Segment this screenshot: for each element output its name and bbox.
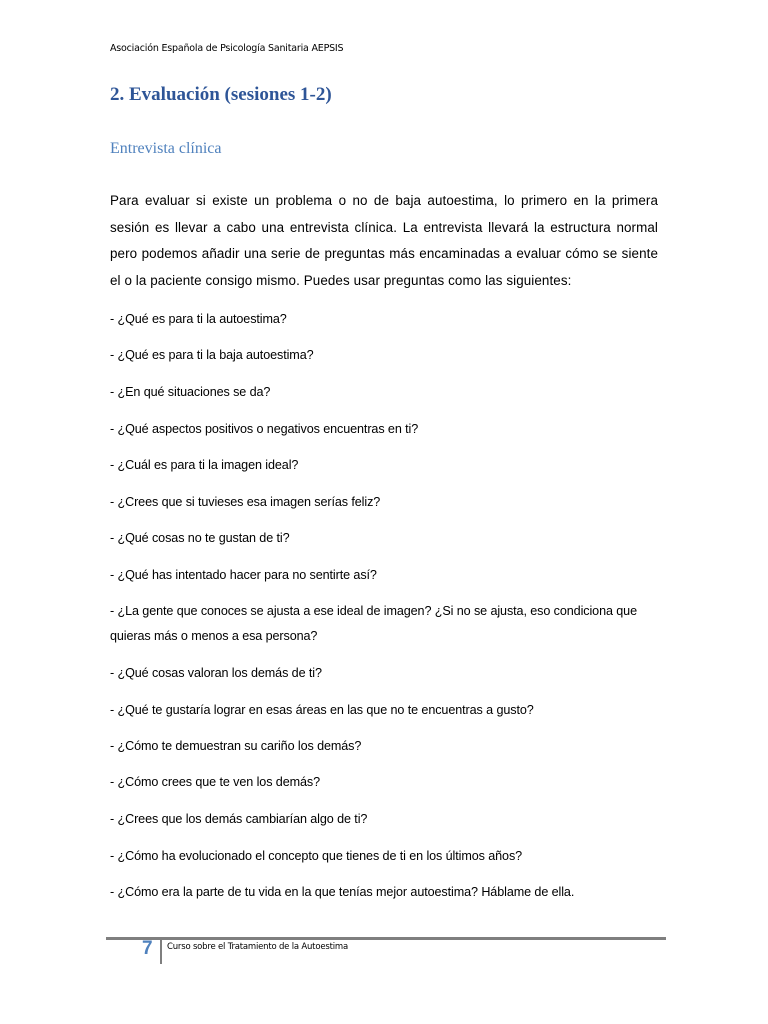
question-item: - ¿Cuál es para ti la imagen ideal? bbox=[110, 458, 299, 472]
question-item: - ¿Cómo crees que te ven los demás? bbox=[110, 775, 320, 789]
question-item: - ¿Crees que los demás cambiarían algo de ti? bbox=[110, 812, 368, 826]
section-title: 2. Evaluación (sesiones 1-2) bbox=[110, 84, 332, 105]
question-item: - ¿Cómo era la parte de tu vida en la que tenías mejor autoestima? Háblame de ella. bbox=[110, 885, 575, 899]
footer-separator bbox=[160, 940, 162, 964]
document-header: Asociación Española de Psicología Sanitaria AEPSIS bbox=[110, 43, 344, 54]
question-item: - ¿Qué cosas no te gustan de ti? bbox=[110, 531, 290, 545]
question-item: - ¿Cómo ha evolucionado el concepto que tienes de ti en los últimos años? bbox=[110, 849, 523, 863]
intro-paragraph: Para evaluar si existe un problema o no de baja autoestima, lo primero en la primera sesión es llevar a cabo una entrevista clínica. La entrevista llevará la estructura normal pero podemos añadir una serie de preguntas más encaminadas a evaluar cómo se siente el o la paciente consigo mismo. Puedes usar preguntas como las siguientes: bbox=[110, 193, 658, 288]
question-item: - ¿Qué cosas valoran los demás de ti? bbox=[110, 666, 322, 680]
question-item: - ¿Qué es para ti la baja autoestima? bbox=[110, 348, 314, 362]
footer-course-title: Curso sobre el Tratamiento de la Autoestima bbox=[167, 942, 348, 952]
question-item: - ¿En qué situaciones se da? bbox=[110, 385, 271, 399]
footer-divider bbox=[106, 937, 666, 940]
question-item: - ¿La gente que conoces se ajusta a ese ideal de imagen? ¿Si no se ajusta, eso condiciona que quieras más o menos a esa persona? bbox=[110, 604, 637, 643]
question-item: - ¿Crees que si tuvieses esa imagen serías feliz? bbox=[110, 495, 381, 509]
question-item: - ¿Qué es para ti la autoestima? bbox=[110, 312, 287, 326]
question-item: - ¿Cómo te demuestran su cariño los demás? bbox=[110, 739, 362, 753]
question-item: - ¿Qué aspectos positivos o negativos encuentras en ti? bbox=[110, 422, 419, 436]
page-number: 7 bbox=[142, 938, 153, 959]
question-item: - ¿Qué te gustaría lograr en esas áreas en las que no te encuentras a gusto? bbox=[110, 703, 534, 717]
question-item: - ¿Qué has intentado hacer para no sentirte así? bbox=[110, 568, 377, 582]
subsection-title: Entrevista clínica bbox=[110, 140, 222, 157]
